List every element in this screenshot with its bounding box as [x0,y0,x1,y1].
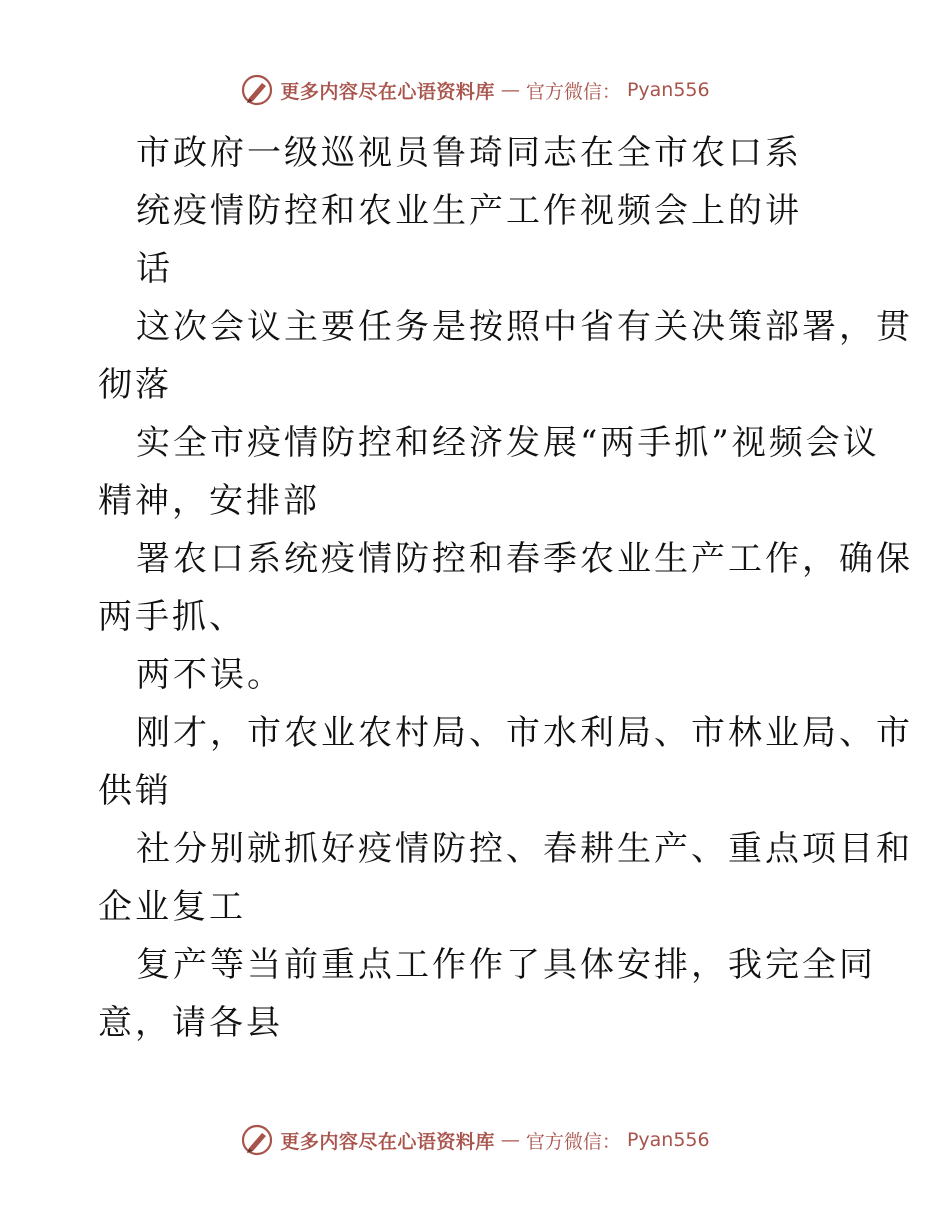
paragraph-line: 彻落 [98,365,172,405]
paragraph-line: 企业复工 [98,887,246,927]
pen-circle-logo-icon [240,73,274,107]
title-line: 统疫情防控和农业生产工作视频会上的讲 [136,191,802,231]
banner-separator: — [500,1129,520,1151]
banner-separator: — [500,79,520,101]
banner-wechat-id: Pyan556 [626,79,710,101]
paragraph-line: 意，请各县 [98,1003,283,1043]
banner-wechat-id: Pyan556 [626,1129,710,1151]
paragraph-line: 两不误。 [136,655,284,695]
paragraph-line: 这次会议主要任务是按照中省有关决策部署，贯 [136,307,913,347]
banner-site-text: 更多内容尽在心语资料库 [280,1130,495,1153]
banner-wechat-label: 官方微信： [525,1130,621,1153]
document-body [98,124,913,1052]
paragraph-line: 两手抓、 [98,597,246,637]
paragraph-line: 实全市疫情防控和经济发展“两手抓”视频会议 [136,423,880,463]
paragraph-line: 复产等当前重点工作作了具体安排，我完全同 [136,945,876,985]
paragraph-line: 供销 [98,771,172,811]
title-line: 话 [136,249,173,289]
paragraph-line: 署农口系统疫情防控和春季农业生产工作，确保 [136,539,913,579]
paragraph-line: 精神，安排部 [98,481,320,521]
title-line: 市政府一级巡视员鲁琦同志在全市农口系 [136,133,802,173]
paragraph-line: 刚才，市农业农村局、市水利局、市林业局、市 [136,713,913,753]
paragraph-line: 社分别就抓好疫情防控、春耕生产、重点项目和 [136,829,913,869]
footer-banner [0,1120,950,1160]
pen-circle-logo-icon [240,1123,274,1157]
banner-site-text: 更多内容尽在心语资料库 [280,80,495,103]
header-banner [0,70,950,110]
banner-wechat-label: 官方微信： [525,80,621,103]
